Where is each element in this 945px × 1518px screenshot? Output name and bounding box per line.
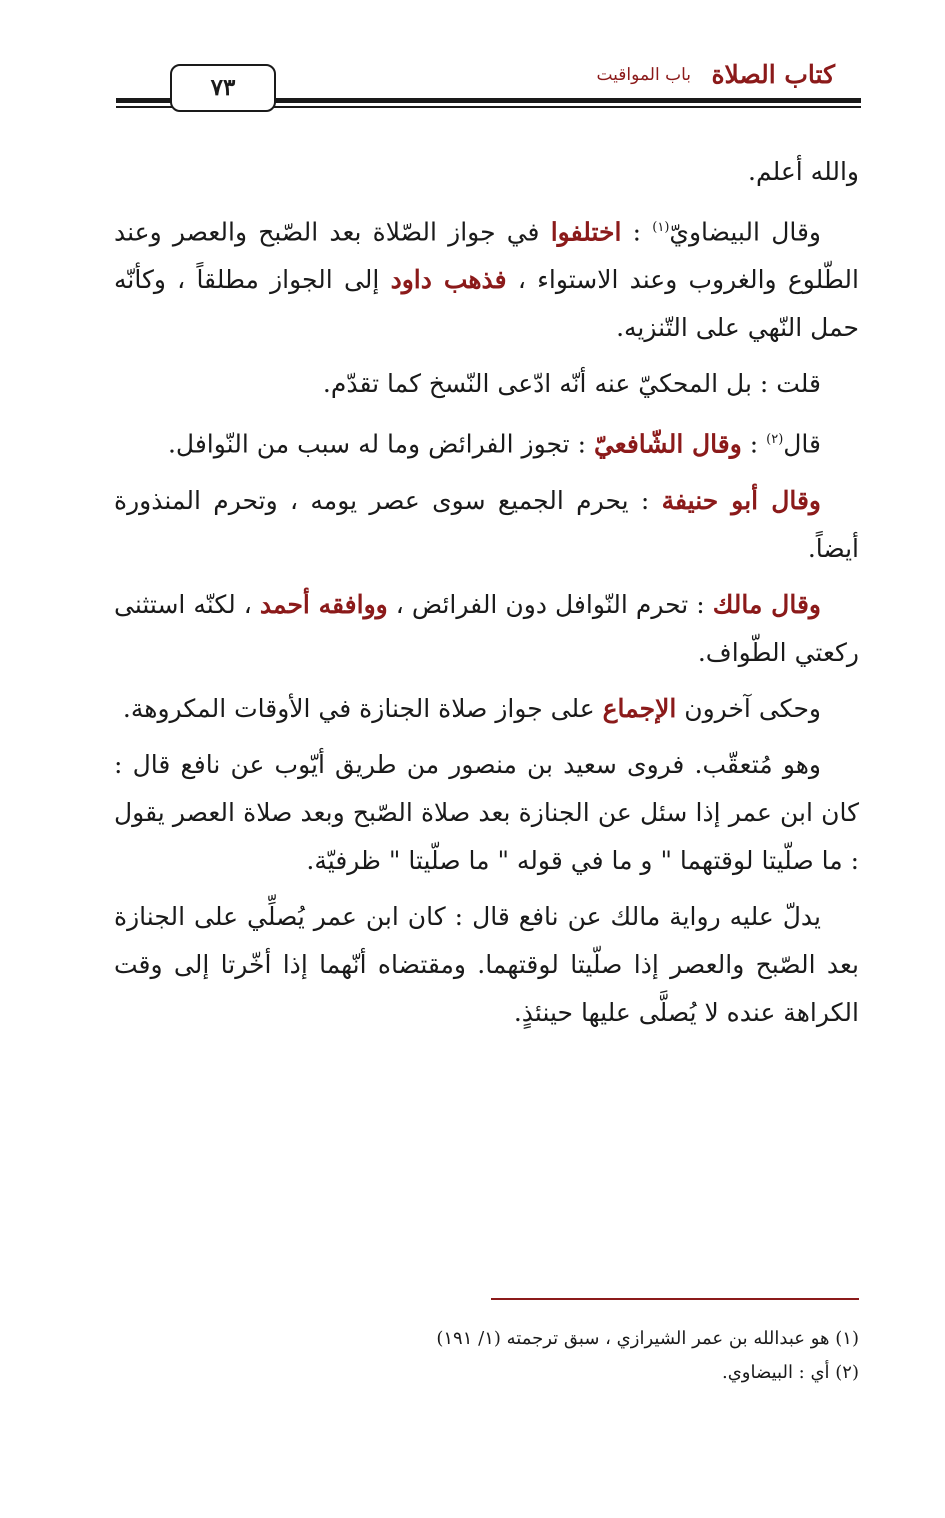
page-header	[116, 56, 861, 112]
paragraph	[114, 204, 859, 352]
paragraph	[114, 148, 859, 196]
highlighted-phrase: فذهب داود	[390, 265, 507, 295]
book-title: كتاب الصلاة	[711, 60, 835, 89]
text-run: قال	[783, 429, 821, 459]
text-run: يدلّ عليه رواية مالك عن نافع قال : كان ابن عمر يُصلِّي على الجنازة بعد الصّبح والعصر إذا صلّيتا لوقتهما. ومقتضاه أنّهما إذا أخّرتا إلى وقت الكراهة عنده لا يُصلَّى عليها حينئذٍ.	[114, 901, 859, 1027]
text-run: : تحرم النّوافل دون الفرائض ،	[387, 589, 713, 619]
text-run: وحكى آخرون	[676, 693, 821, 723]
paragraph	[114, 360, 859, 408]
paragraph	[114, 685, 859, 733]
text-run: : يحرم الجميع سوى عصر يومه ، وتحرم المنذورة أيضاً.	[114, 485, 859, 563]
highlighted-phrase: وقال مالك	[712, 589, 821, 619]
footnotes	[114, 1322, 859, 1390]
text-run: على جواز صلاة الجنازة في الأوقات المكروهة.	[122, 693, 603, 723]
text-run: ، لكنّه استثنى ركعتي الطّواف.	[114, 589, 859, 667]
page-number: ٧٣	[170, 64, 276, 112]
footnote-marker: (١)	[652, 220, 670, 235]
footnote-separator	[491, 1298, 859, 1300]
main-text	[114, 148, 859, 1045]
highlighted-phrase: ووافقه أحمد	[259, 589, 388, 619]
footnote-2: (٢) أي : البيضاوي.	[722, 1362, 859, 1383]
footnote-1: (١) هو عبدالله بن عمر الشيرازي ، سبق ترجمته (١/ ١٩١)	[436, 1328, 859, 1349]
paragraph	[114, 741, 859, 885]
paragraph	[114, 477, 859, 573]
paragraph	[114, 893, 859, 1037]
paragraph	[114, 581, 859, 677]
chapter-title: باب المواقيت	[596, 65, 691, 85]
text-run: : تجوز الفرائض وما له سبب من النّوافل.	[167, 429, 594, 459]
text-run: :	[621, 217, 653, 247]
text-run: والله أعلم.	[748, 157, 859, 186]
text-run: وهو مُتعقّب. فروى سعيد بن منصور من طريق أيّوب عن نافع قال : كان ابن عمر إذا سئل عن الجنازة بعد صلاة الصّبح وبعد صلاة العصر يقول : ما صلّيتا لوقتهما " و ما في قوله " ما صلّيتا " ظرفيّة.	[114, 749, 859, 875]
text-run: قلت : بل المحكيّ عنه أنّه ادّعى النّسخ كما تقدّم.	[322, 369, 821, 399]
paragraph	[114, 416, 859, 468]
highlighted-phrase: اختلفوا	[550, 217, 622, 247]
highlighted-phrase: الإجماع	[602, 693, 677, 723]
highlighted-phrase: وقال أبو حنيفة	[661, 485, 821, 515]
text-run: :	[741, 429, 767, 459]
text-run: إلى الجواز مطلقاً ، وكأنّه حمل النّهي على التّنزيه.	[114, 265, 859, 343]
text-run: في جواز الصّلاة بعد الصّبح والعصر وعند الطّلوع والغروب وعند الاستواء ،	[114, 217, 859, 295]
highlighted-phrase: وقال الشّافعيّ	[593, 429, 742, 459]
footnote-marker: (٢)	[766, 432, 784, 448]
text-run: وقال البيضاويّ	[669, 217, 821, 247]
